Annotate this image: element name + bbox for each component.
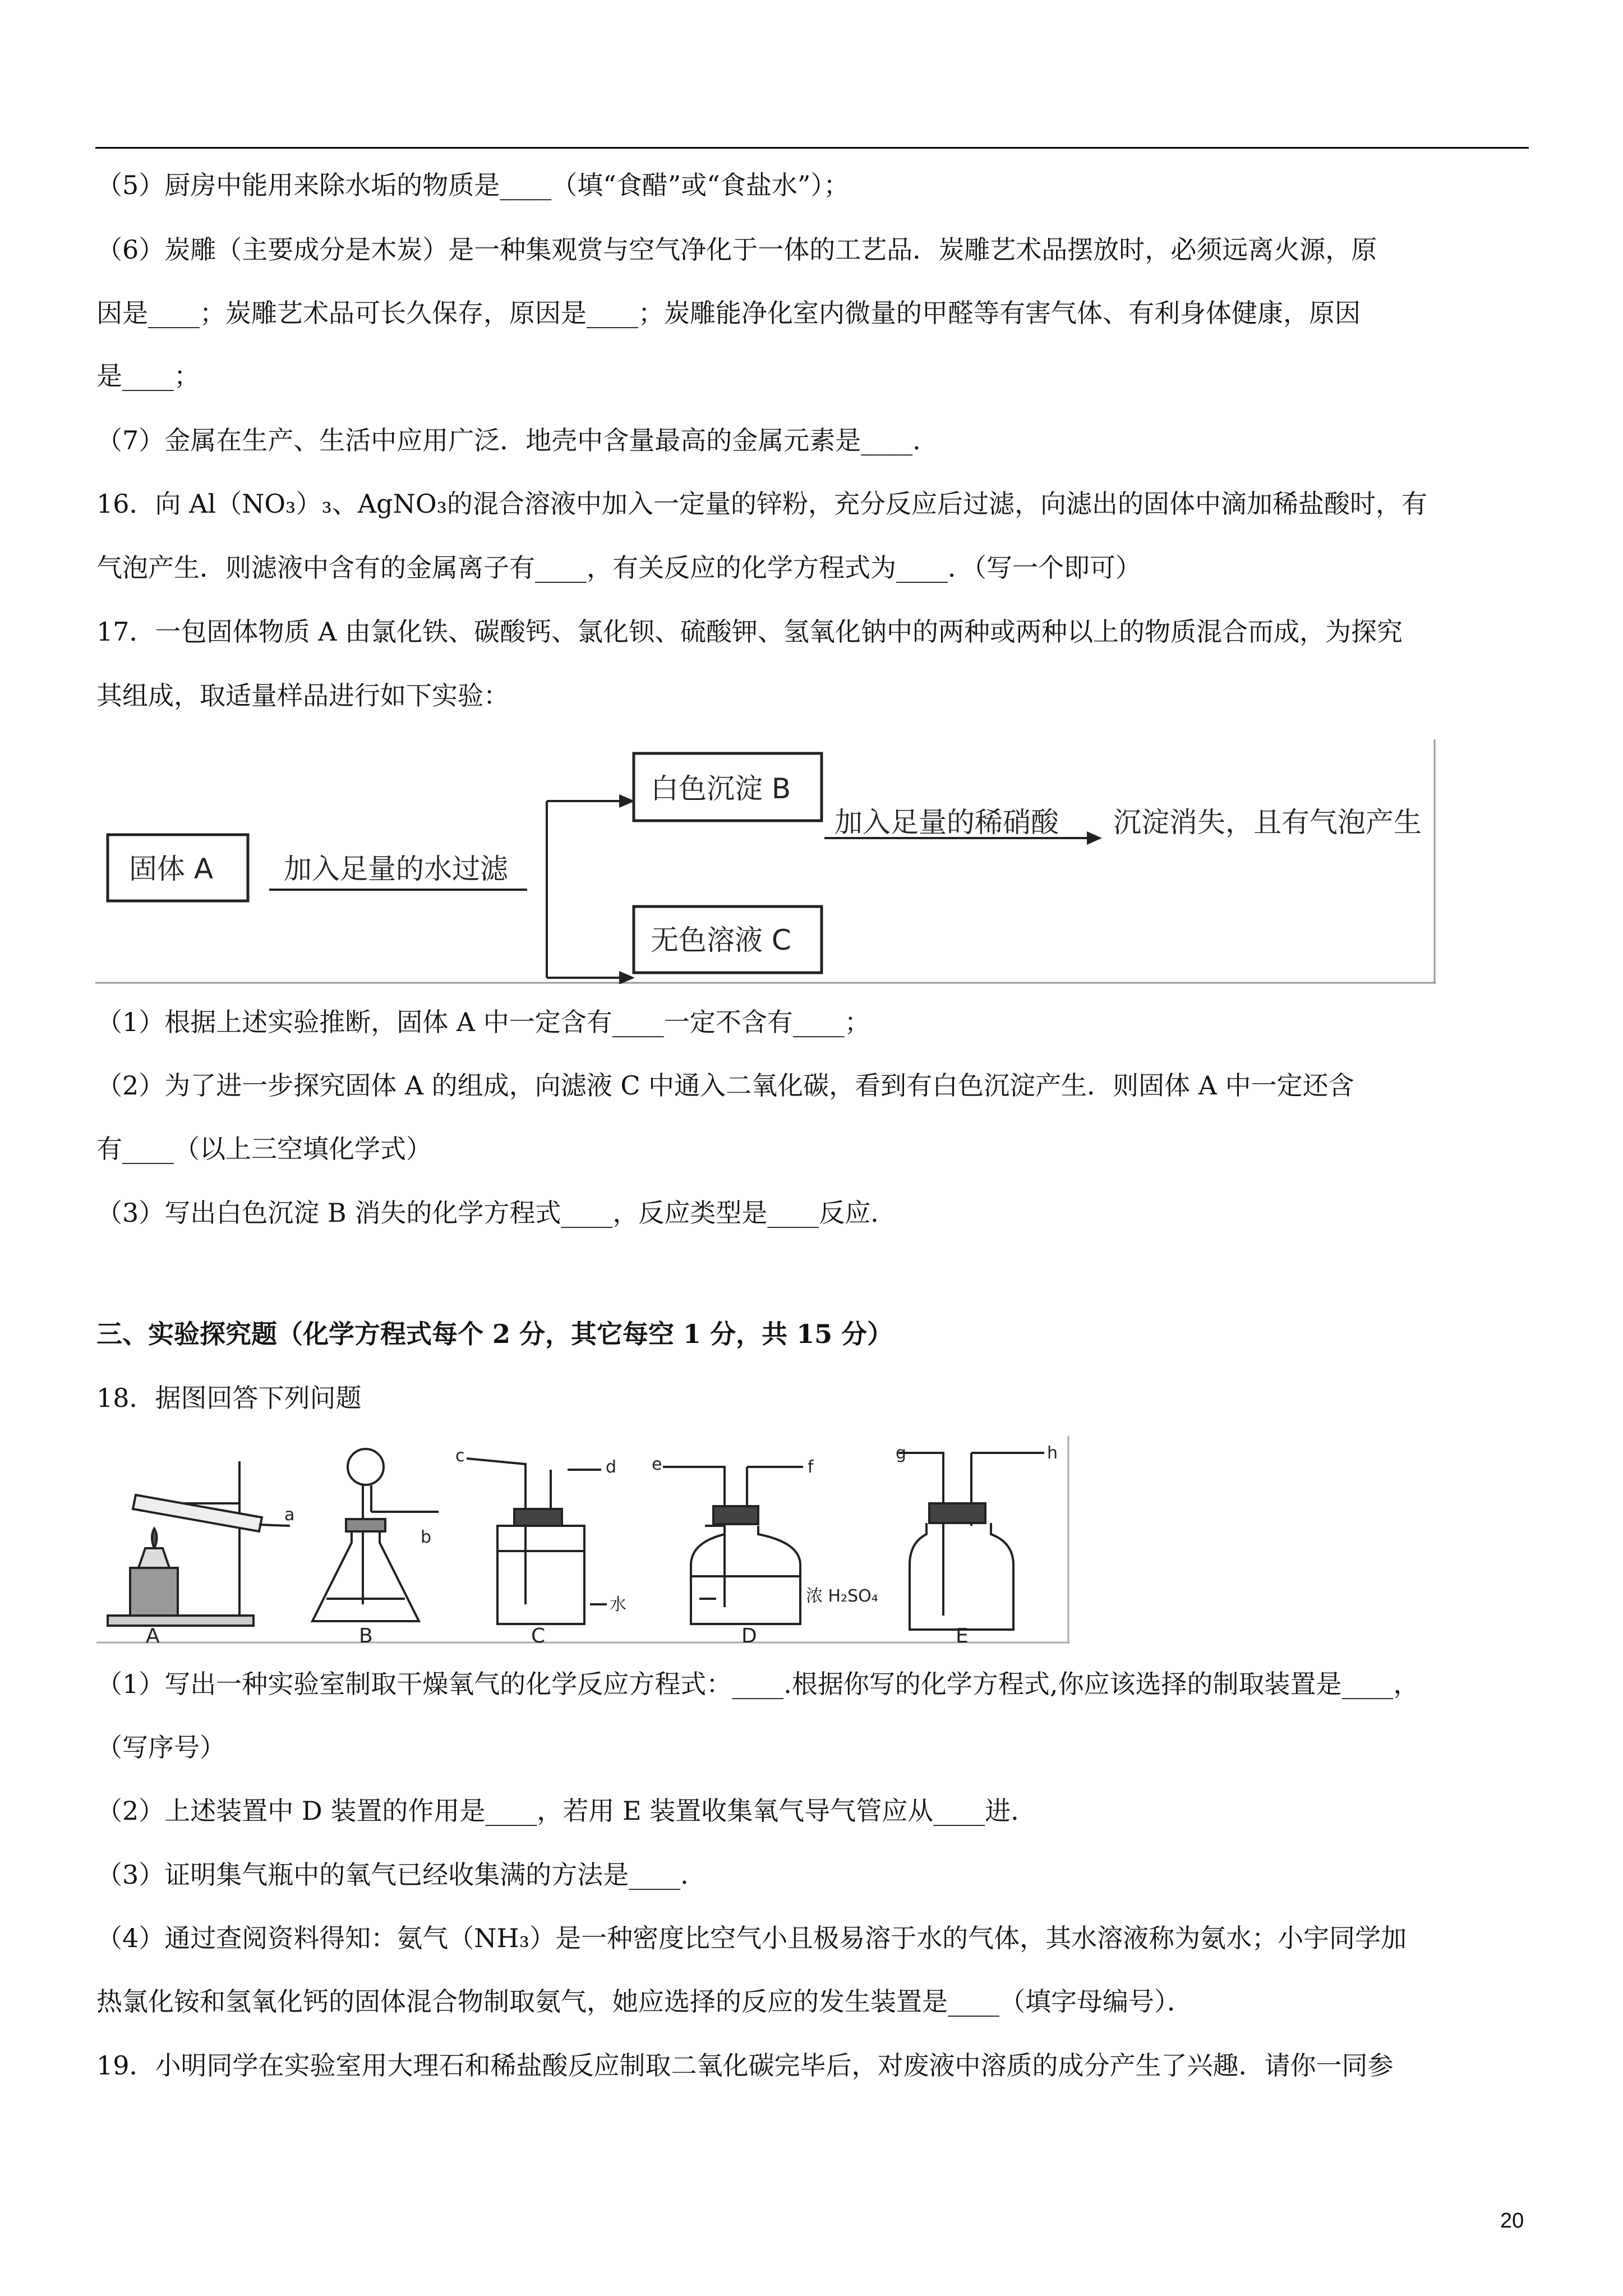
q16-line1: 16．向 Al（NO₃）₃、AgNO₃的混合溶液中加入一定量的锌粉，充分反应后过滤，向滤出的固体中滴加稀盐酸时，有 <box>96 489 1427 519</box>
water-label: 水 <box>610 1595 626 1614</box>
port-b: b <box>421 1527 432 1547</box>
q19-line1: 19．小明同学在实验室用大理石和稀盐酸反应制取二氧化碳完毕后，对废液中溶质的成分产生了兴趣．请你一同参 <box>96 2050 1394 2081</box>
label-b: B <box>359 1625 373 1644</box>
acid-label: 浓 H₂SO₄ <box>806 1586 878 1606</box>
precipitate-b-label: 白色沉淀 B <box>651 772 791 805</box>
experiment-flowchart <box>95 739 1436 984</box>
q16-line2: 气泡产生．则滤液中含有的金属离子有____，有关反应的化学方程式为____．（写一个即可） <box>96 553 1141 583</box>
q18-3: （3）证明集气瓶中的氧气已经收集满的方法是____． <box>96 1860 707 1890</box>
q18-1-line2: （写序号） <box>96 1732 225 1763</box>
q17-2-line2: 有____（以上三空填化学式） <box>96 1134 432 1164</box>
q18-1-line1: （1）写出一种实验室制取干燥氧气的化学反应方程式：____.根据你写的化学方程式,你应该选择的制取装置是____， <box>96 1669 1419 1699</box>
q15-5: （5）厨房中能用来除水垢的物质是____（填“食醋”或“食盐水”）； <box>96 170 850 200</box>
apparatus-figure <box>96 1436 1069 1644</box>
section-3-heading: 三、实验探究题（化学方程式每个 2 分，其它每空 1 分，共 15 分） <box>96 1319 893 1349</box>
solid-a-label: 固体 A <box>129 853 214 885</box>
label-d: D <box>741 1625 757 1644</box>
step2-label: 加入足量的稀硝酸 <box>834 806 1059 839</box>
q17-2-line1: （2）为了进一步探究固体 A 的组成，向滤液 C 中通入二氧化碳，看到有白色沉淀产生．则固体 A 中一定还含 <box>96 1070 1354 1101</box>
q18-title: 18．据图回答下列问题 <box>96 1383 362 1413</box>
q18-4-line1: （4）通过查阅资料得知：氨气（NH₃）是一种密度比空气小且极易溶于水的气体，其水溶液称为氨水；小宇同学加 <box>96 1923 1407 1953</box>
port-h: h <box>1047 1443 1058 1463</box>
step1-label: 加入足量的水过滤 <box>284 853 508 885</box>
q15-6-line1: （6）炭雕（主要成分是木炭）是一种集观赏与空气净化于一体的工艺品．炭雕艺术品摆放时，必须远离火源，原 <box>96 234 1377 265</box>
label-a: A <box>146 1625 160 1644</box>
q18-2: （2）上述装置中 D 装置的作用是____，若用 E 装置收集氧气导气管应从____进． <box>96 1796 1037 1826</box>
q15-6-line3: 是____； <box>96 361 200 391</box>
port-d: d <box>606 1457 617 1477</box>
label-c: C <box>531 1625 546 1644</box>
q15-6-line2: 因是____；炭雕艺术品可长久保存，原因是____；炭雕能净化室内微量的甲醛等有害气体、有利身体健康，原因 <box>96 298 1361 328</box>
q17-line1: 17．一包固体物质 A 由氯化铁、碳酸钙、氯化钡、硫酸钾、氢氧化钠中的两种或两种以上的物质混合而成，为探究 <box>96 616 1403 647</box>
q15-7: （7）金属在生产、生活中应用广泛．地壳中含量最高的金属元素是____． <box>96 425 939 455</box>
port-f: f <box>808 1457 814 1477</box>
q17-3: （3）写出白色沉淀 B 消失的化学方程式____，反应类型是____反应． <box>96 1198 897 1228</box>
q17-line2: 其组成，取适量样品进行如下实验： <box>96 680 509 711</box>
solution-c-label: 无色溶液 C <box>651 924 791 956</box>
port-g: g <box>896 1443 907 1463</box>
label-e: E <box>956 1625 969 1644</box>
header-rule <box>95 147 1529 149</box>
q17-1: （1）根据上述实验推断，固体 A 中一定含有____一定不含有____； <box>96 1007 870 1037</box>
port-c: c <box>455 1446 465 1466</box>
result-label: 沉淀消失，且有气泡产生 <box>1113 806 1422 839</box>
port-e: e <box>652 1455 662 1474</box>
q18-4-line2: 热氯化铵和氢氧化钙的固体混合物制取氨气，她应选择的反应的发生装置是____（填字母编号）． <box>96 1986 1193 2017</box>
port-a: a <box>284 1505 295 1525</box>
page-number: 20 <box>1500 2209 1524 2233</box>
